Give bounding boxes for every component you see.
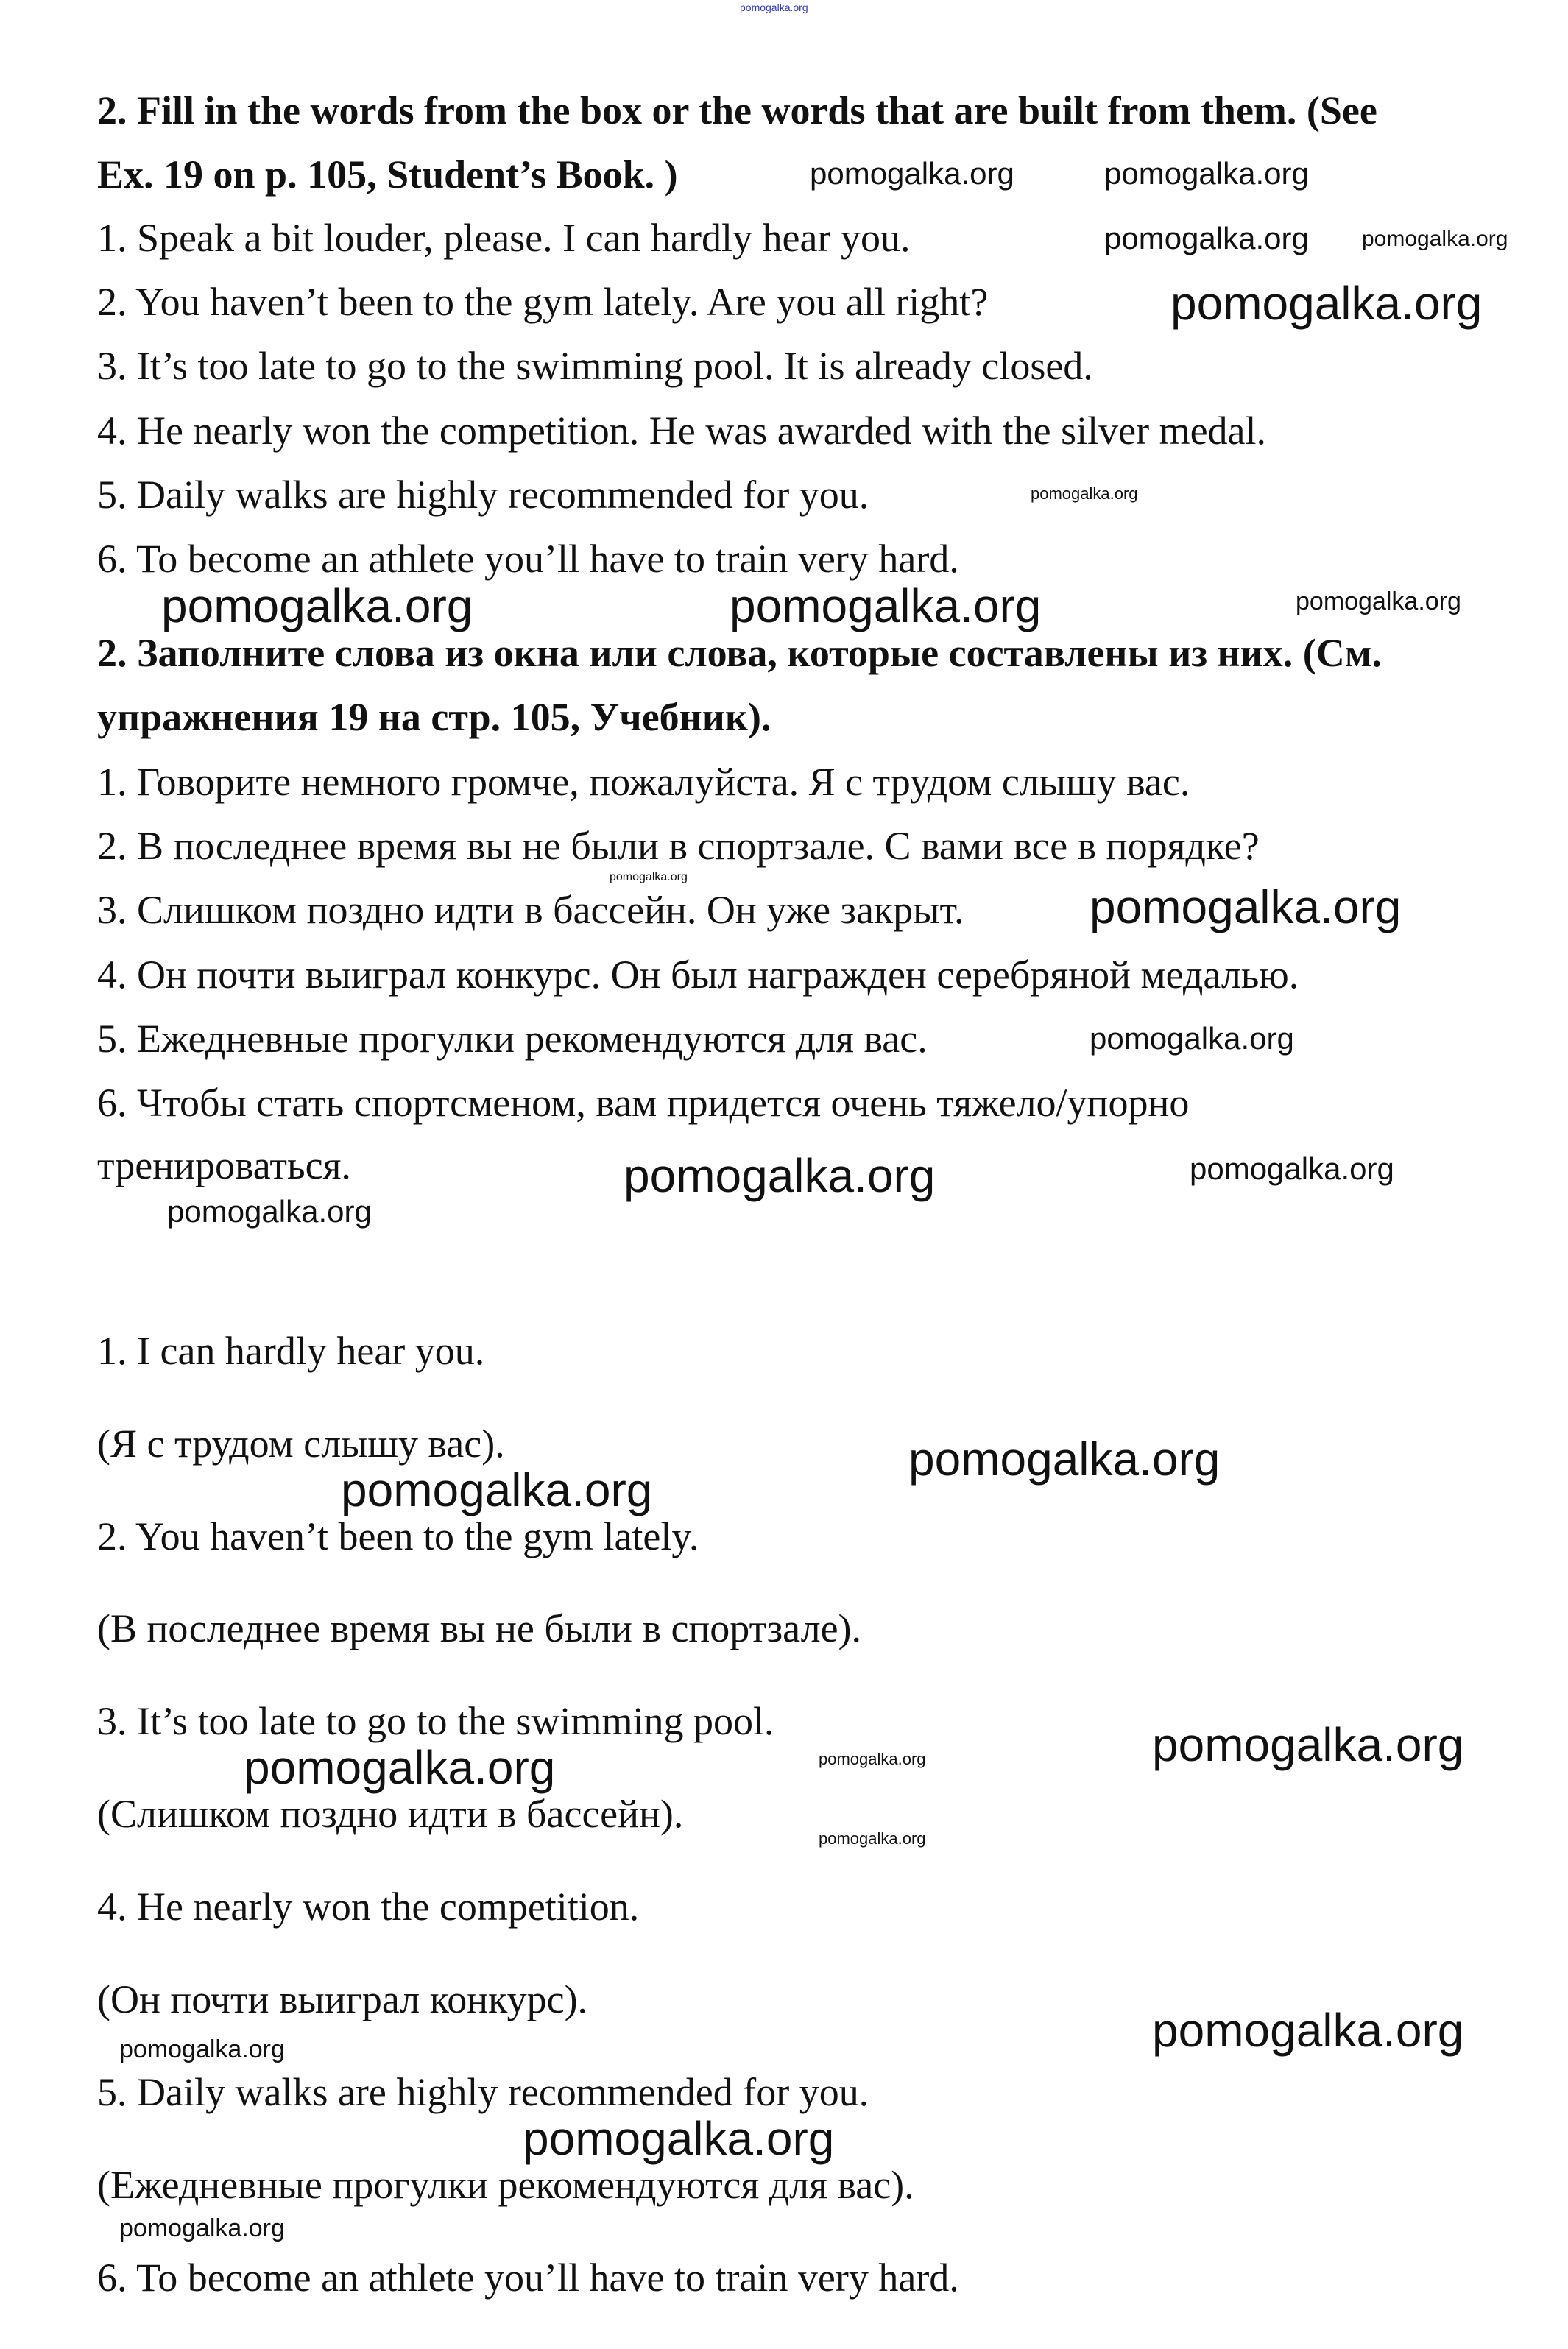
watermark: pomogalka.org bbox=[908, 1433, 1221, 1486]
exercise-title-ru-cont: упражнения 19 на стр. 105, Учебник). bbox=[97, 695, 771, 739]
watermark: pomogalka.org bbox=[1296, 587, 1461, 615]
watermark: pomogalka.org bbox=[1104, 156, 1309, 191]
watermark: pomogalka.org bbox=[1090, 1021, 1294, 1056]
answer-line: 1. I can hardly hear you. bbox=[97, 1329, 485, 1373]
watermark: pomogalka.org bbox=[1362, 227, 1508, 251]
watermark: pomogalka.org bbox=[341, 1463, 653, 1516]
watermark: pomogalka.org bbox=[819, 1750, 926, 1768]
exercise-title-ru: 2. Заполните слова из окна или слова, которые составлены из них. (См. bbox=[97, 631, 1382, 675]
answer-line: (Слишком поздно идти в бассейн). bbox=[97, 1792, 684, 1836]
watermark: pomogalka.org bbox=[119, 2035, 285, 2063]
ru-item: 3. Слишком поздно идти в бассейн. Он уже закрыт. bbox=[97, 888, 964, 932]
answer-line: 2. You haven’t been to the gym lately. bbox=[97, 1514, 699, 1558]
ru-item: 6. Чтобы стать спортсменом, вам придется очень тяжело/упорно bbox=[97, 1081, 1190, 1125]
en-item: 3. It’s too late to go to the swimming pool. It is already closed. bbox=[97, 344, 1093, 388]
watermark: pomogalka.org bbox=[1104, 221, 1309, 255]
watermark: pomogalka.org bbox=[610, 871, 688, 883]
watermark: pomogalka.org bbox=[523, 2112, 835, 2165]
watermark: pomogalka.org bbox=[1031, 484, 1138, 503]
en-item: 2. You haven’t been to the gym lately. Are you all right? bbox=[97, 280, 989, 324]
watermark: pomogalka.org bbox=[1170, 277, 1483, 330]
answer-line: (Ежедневные прогулки рекомендуются для вас). bbox=[97, 2163, 914, 2207]
en-item: 1. Speak a bit louder, please. I can hardly hear you. bbox=[97, 216, 911, 260]
watermark: pomogalka.org bbox=[119, 2214, 285, 2242]
ru-item: 2. В последнее время вы не были в спортзале. С вами все в порядке? bbox=[97, 824, 1260, 868]
en-item: 5. Daily walks are highly recommended for you. bbox=[97, 473, 869, 517]
exercise-title-en-cont: Ex. 19 on p. 105, Student’s Book. ) bbox=[97, 152, 678, 197]
ru-item: тренироваться. bbox=[97, 1143, 351, 1187]
watermark: pomogalka.org bbox=[1190, 1151, 1394, 1186]
watermark: pomogalka.org bbox=[819, 1829, 926, 1848]
answer-line: (В последнее время вы не были в спортзале). bbox=[97, 1606, 862, 1650]
ru-item: 4. Он почти выиграл конкурс. Он был награжден серебряной медалью. bbox=[97, 953, 1299, 997]
answer-line: 6. To become an athlete you’ll have to train very hard. bbox=[97, 2256, 959, 2300]
watermark: pomogalka.org bbox=[624, 1149, 936, 1202]
watermark: pomogalka.org bbox=[1090, 880, 1402, 933]
ru-item: 5. Ежедневные прогулки рекомендуются для вас. bbox=[97, 1017, 928, 1061]
en-item: 6. To become an athlete you’ll have to train very hard. bbox=[97, 537, 959, 581]
answer-line: 5. Daily walks are highly recommended for you. bbox=[97, 2070, 869, 2114]
en-item: 4. He nearly won the competition. He was awarded with the silver medal. bbox=[97, 409, 1267, 453]
answer-line: (Я с трудом слышу вас). bbox=[97, 1421, 505, 1466]
watermark-link[interactable]: pomogalka.org bbox=[740, 1, 808, 13]
answer-line: 3. It’s too late to go to the swimming pool. bbox=[97, 1699, 774, 1743]
watermark: pomogalka.org bbox=[730, 579, 1042, 632]
ru-item: 1. Говорите немного громче, пожалуйста. Я с трудом слышу вас. bbox=[97, 760, 1190, 804]
watermark: pomogalka.org bbox=[1152, 1718, 1464, 1771]
exercise-title-en: 2. Fill in the words from the box or the words that are built from them. (See bbox=[97, 88, 1377, 133]
answer-line: (Он почти выиграл конкурс). bbox=[97, 1977, 588, 2021]
watermark: pomogalka.org bbox=[1152, 2004, 1464, 2057]
answer-line: 4. He nearly won the competition. bbox=[97, 1885, 640, 1929]
watermark: pomogalka.org bbox=[161, 579, 473, 632]
watermark: pomogalka.org bbox=[167, 1194, 372, 1229]
watermark: pomogalka.org bbox=[244, 1741, 556, 1794]
watermark: pomogalka.org bbox=[810, 156, 1014, 191]
